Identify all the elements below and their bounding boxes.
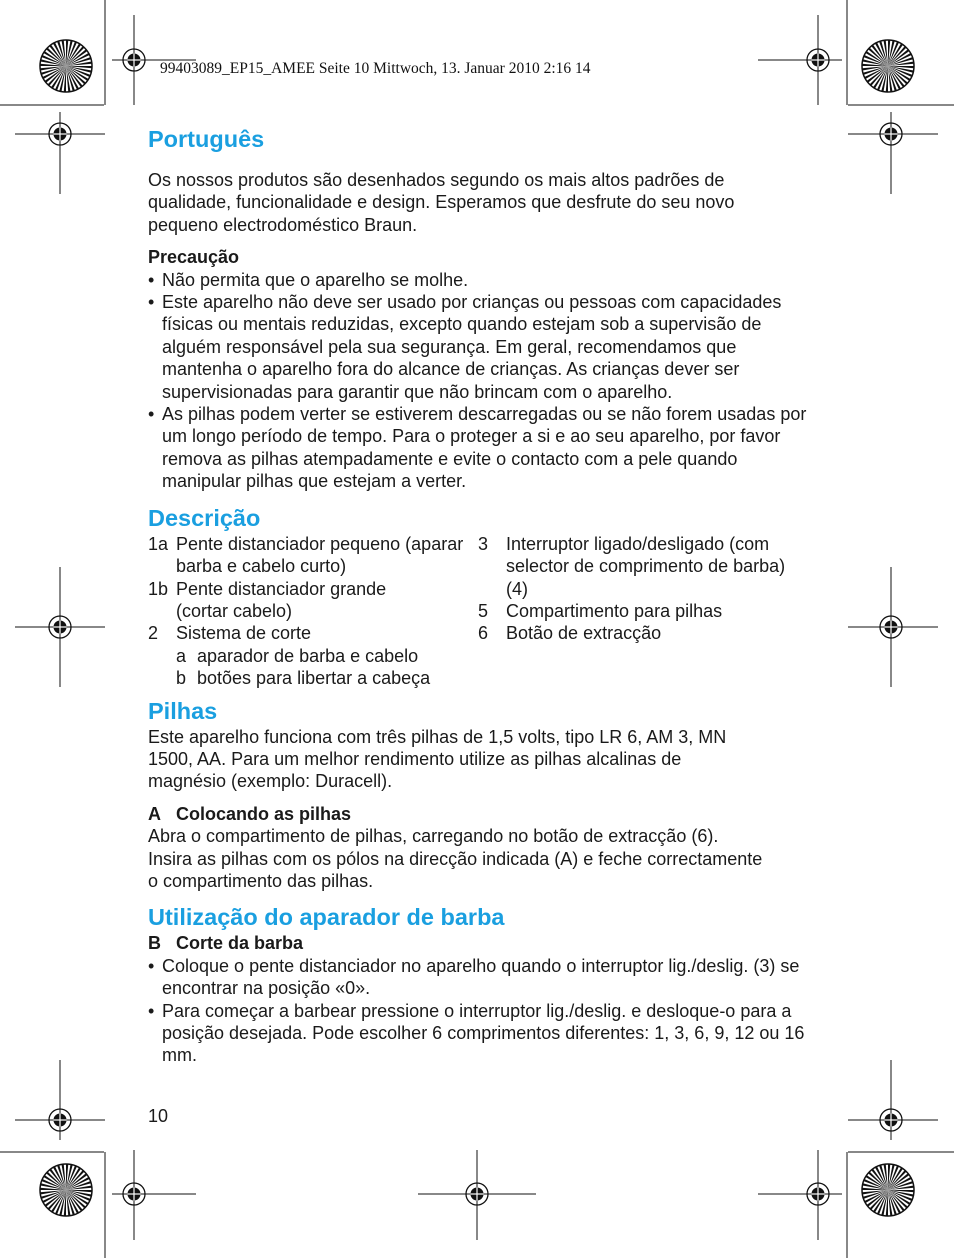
starburst-target — [40, 1164, 92, 1216]
list-item — [148, 622, 478, 644]
list-item — [478, 622, 808, 644]
subsection-title: Corte da barba — [176, 933, 304, 954]
caution-list — [148, 269, 808, 493]
list-item: • Coloque o pente distanciador no aparelho quando o interruptor lig./deslig. (3) se encontrar na posição «0». — [148, 955, 808, 1000]
item-text: Pente distanciador pequeno (aparar barba e cabelo curto) — [176, 533, 464, 577]
item-number: 3 — [478, 533, 489, 554]
item-text: Botão de extracção — [506, 623, 662, 644]
list-item — [478, 600, 808, 622]
item-text: Pente distanciador grande (cortar cabelo) — [176, 578, 387, 621]
starburst-target — [862, 40, 914, 92]
batteries-instructions: Abra o compartimento de pilhas, carregando no botão de extracção (6). Insira as pilhas com os pólos na direcção indicada (A) e feche correctamente o compartimento das pilhas. — [148, 826, 763, 891]
trimming-list — [148, 955, 808, 1067]
subsection-letter: B — [148, 933, 161, 954]
item-text: Interruptor ligado/desligado (com selector de comprimento de barba) (4) — [506, 533, 786, 599]
list-item: • Para começar a barbear pressione o interruptor lig./deslig. e desloque-o para a posição desejada. Pode escolher 6 comprimentos diferentes: 1, 3, 6, 9, 12 ou 16 mm. — [148, 1000, 808, 1067]
list-subitem — [148, 667, 478, 689]
item-number: 1a — [148, 533, 169, 554]
item-letter: a — [176, 645, 187, 666]
list-item — [478, 533, 808, 600]
item-text: Compartimento para pilhas — [506, 600, 723, 621]
starburst-target — [40, 40, 92, 92]
page-number: 10 — [148, 1106, 169, 1126]
list-item — [148, 533, 478, 578]
section-title-descricao: Descrição — [148, 504, 261, 531]
print-header: 99403089_EP15_AMEE Seite 10 Mittwoch, 13. Januar 2010 2:16 14 — [160, 60, 591, 77]
list-item — [148, 578, 478, 623]
subsection-heading — [148, 932, 808, 954]
caution-heading: Precaução — [148, 247, 240, 268]
item-number: 2 — [148, 623, 159, 644]
section-title-portugues: Português — [148, 126, 265, 152]
list-item: • Não permita que o aparelho se molhe. — [148, 269, 808, 291]
document-body — [148, 124, 808, 1067]
item-letter: b — [176, 668, 187, 689]
subsection-letter: A — [148, 803, 161, 824]
section-title-utilizacao: Utilização do aparador de barba — [148, 904, 505, 931]
item-number: 6 — [478, 623, 489, 644]
description-columns — [148, 533, 808, 690]
list-item: • As pilhas podem verter se estiverem descarregadas ou se não forem usadas por um longo período de tempo. Para o proteger a si e ao seu aparelho, por favor remova as pilhas atempadamente e evite o contacto com a pele quando manipular pilhas que estejam a verter. — [148, 403, 808, 493]
subsection-title: Colocando as pilhas — [176, 803, 352, 824]
item-number: 5 — [478, 600, 489, 621]
item-text: aparador de barba e cabelo — [197, 645, 419, 666]
batteries-paragraph: Este aparelho funciona com três pilhas de 1,5 volts, tipo LR 6, AM 3, MN 1500, AA. Para um melhor rendimento utilize as pilhas alcalinas de magnésio (exemplo: Duracell). — [148, 726, 727, 792]
intro-paragraph: Os nossos produtos são desenhados segundo os mais altos padrões de qualidade, funcionalidade e design. Esperamos que desfrute do seu novo pequeno electrodoméstico Braun. — [148, 170, 735, 235]
item-text: botões para libertar a cabeça — [197, 668, 431, 689]
description-left-column — [148, 533, 478, 690]
item-number: 1b — [148, 578, 169, 599]
starburst-target — [862, 1164, 914, 1216]
list-item: • Este aparelho não deve ser usado por crianças ou pessoas com capacidades físicas ou mentais reduzidas, excepto quando estejam sob a supervisão de alguém responsável pela sua segurança. Em geral, recomendamos que mantenha o aparelho fora do alcance de crianças. As crianças dever ser supervisionadas para garantir que não brincam com o aparelho. — [148, 291, 808, 403]
description-right-column — [478, 533, 808, 690]
subsection-heading — [148, 803, 808, 825]
item-text: Sistema de corte — [176, 623, 312, 644]
section-title-pilhas: Pilhas — [148, 697, 218, 724]
list-subitem — [148, 645, 478, 667]
